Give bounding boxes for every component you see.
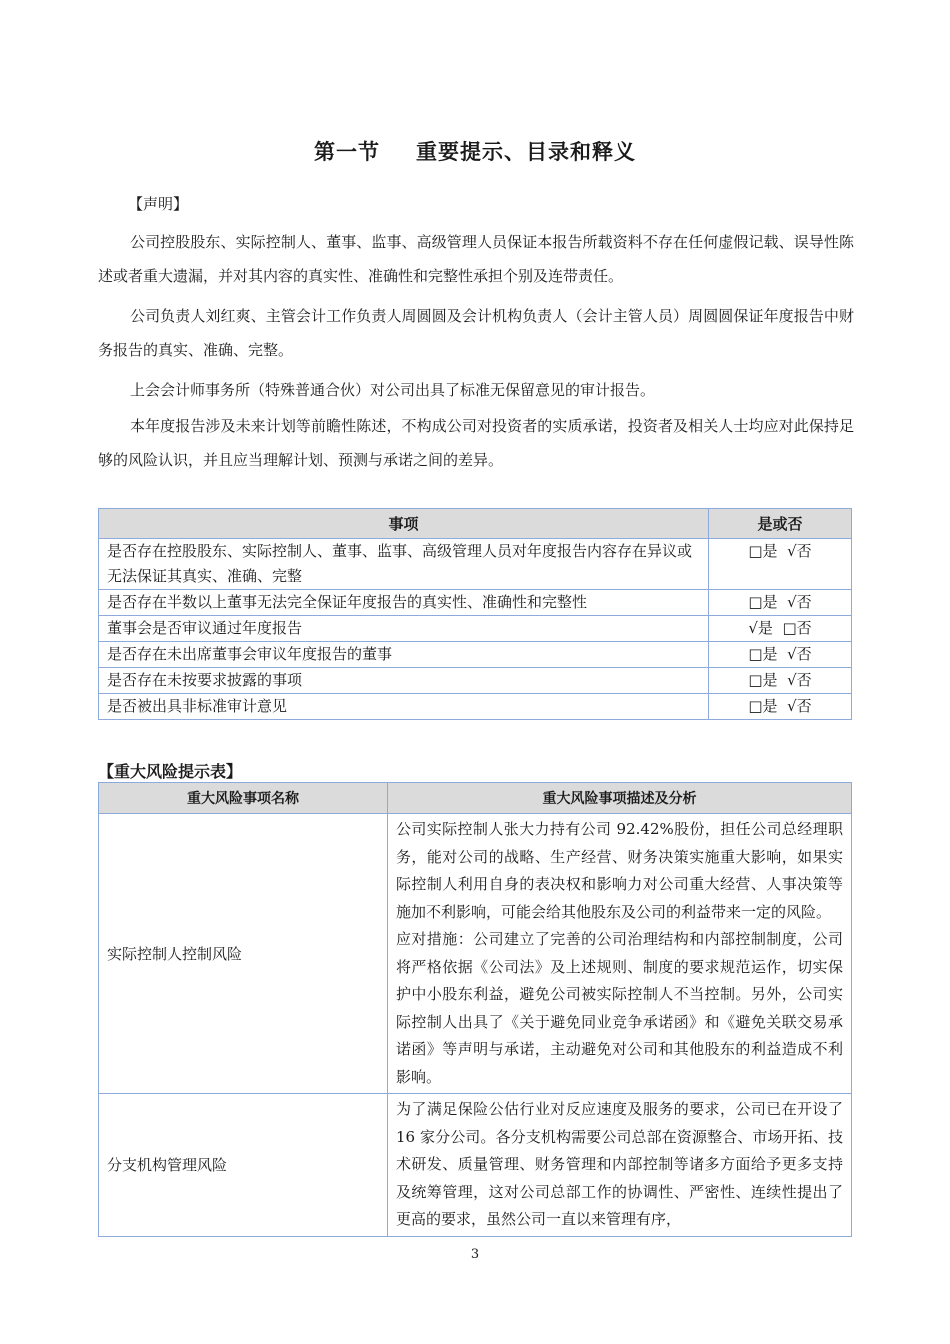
section-number: 第一节 <box>314 140 380 164</box>
answer-cell: √是 □否 <box>709 616 852 642</box>
confirmation-table <box>98 508 852 720</box>
section-title <box>0 136 950 166</box>
section-name: 重要提示、目录和释义 <box>416 140 636 164</box>
answer-cell: □是 √否 <box>709 642 852 668</box>
declaration-paragraph: 公司控股股东、实际控制人、董事、监事、高级管理人员保证本报告所载资料不存在任何虚假记载、误导性陈述或者重大遗漏，并对其内容的真实性、准确性和完整性承担个别及连带责任。 <box>98 233 854 285</box>
column-header-risk-desc: 重大风险事项描述及分析 <box>388 783 852 814</box>
item-cell: 是否存在控股股东、实际控制人、董事、监事、高级管理人员对年度报告内容存在异议或无法保证其真实、准确、完整 <box>99 539 709 590</box>
table-row <box>99 668 852 694</box>
risk-desc-cell <box>388 814 852 1094</box>
answer-cell: □是 √否 <box>709 668 852 694</box>
risk-table <box>98 782 852 1237</box>
risk-desc-cell <box>388 1094 852 1237</box>
item-cell: 是否存在半数以上董事无法完全保证年度报告的真实性、准确性和完整性 <box>99 590 709 616</box>
answer-cell: □是 √否 <box>709 539 852 590</box>
table-row <box>99 814 852 1094</box>
risk-description: 公司实际控制人张大力持有公司 92.42%股份，担任公司总经理职务，能对公司的战略、生产经营、财务决策实施重大影响，如果实际控制人利用自身的表决权和影响力对公司重大经营、人事决策等施加不利影响，可能会给其他股东及公司的利益带来一定的风险。 <box>396 820 843 921</box>
table-header-row <box>99 783 852 814</box>
column-header-risk-name: 重大风险事项名称 <box>99 783 388 814</box>
table-row <box>99 1094 852 1237</box>
item-cell: 是否存在未按要求披露的事项 <box>99 668 709 694</box>
table-header-row <box>99 509 852 539</box>
table-row <box>99 616 852 642</box>
risk-table-heading: 【重大风险提示表】 <box>98 762 243 781</box>
answer-cell: □是 √否 <box>709 590 852 616</box>
answer-cell: □是 √否 <box>709 694 852 720</box>
page-number: 3 <box>470 1247 480 1262</box>
table-row <box>99 694 852 720</box>
column-header-item: 事项 <box>99 509 709 539</box>
declaration-paragraph: 本年度报告涉及未来计划等前瞻性陈述，不构成公司对投资者的实质承诺，投资者及相关人士均应对此保持足够的风险认识，并且应当理解计划、预测与承诺之间的差异。 <box>98 417 854 469</box>
table-row <box>99 642 852 668</box>
table-row <box>99 539 852 590</box>
risk-name-cell: 分支机构管理风险 <box>99 1094 388 1237</box>
declaration-paragraph: 公司负责人刘红爽、主管会计工作负责人周圆圆及会计机构负责人（会计主管人员）周圆圆保证年度报告中财务报告的真实、准确、完整。 <box>98 307 854 359</box>
risk-description: 为了满足保险公估行业对反应速度及服务的要求，公司已在开设了 16 家分公司。各分支机构需要公司总部在资源整合、市场开拓、技术研发、质量管理、财务管理和内部控制等诸多方面给予更多支持及统筹管理，这对公司总部工作的协调性、严密性、连续性提出了更高的要求，虽然公司一直以来管理有序， <box>396 1100 843 1228</box>
declaration-heading: 【声明】 <box>128 195 189 213</box>
table-row <box>99 590 852 616</box>
item-cell: 董事会是否审议通过年度报告 <box>99 616 709 642</box>
item-cell: 是否存在未出席董事会审议年度报告的董事 <box>99 642 709 668</box>
risk-countermeasure: 应对措施：公司建立了完善的公司治理结构和内部控制制度，公司将严格依据《公司法》及上述规则、制度的要求规范运作，切实保护中小股东利益，避免公司被实际控制人不当控制。另外，公司实际控制人出具了《关于避免同业竞争承诺函》和《避免关联交易承诺函》等声明与承诺，主动避免对公司和其他股东的利益造成不利影响。 <box>396 930 843 1086</box>
item-cell: 是否被出具非标准审计意见 <box>99 694 709 720</box>
column-header-answer: 是或否 <box>709 509 852 539</box>
risk-name-cell: 实际控制人控制风险 <box>99 814 388 1094</box>
declaration-paragraph: 上会会计师事务所（特殊普通合伙）对公司出具了标准无保留意见的审计报告。 <box>130 381 656 399</box>
